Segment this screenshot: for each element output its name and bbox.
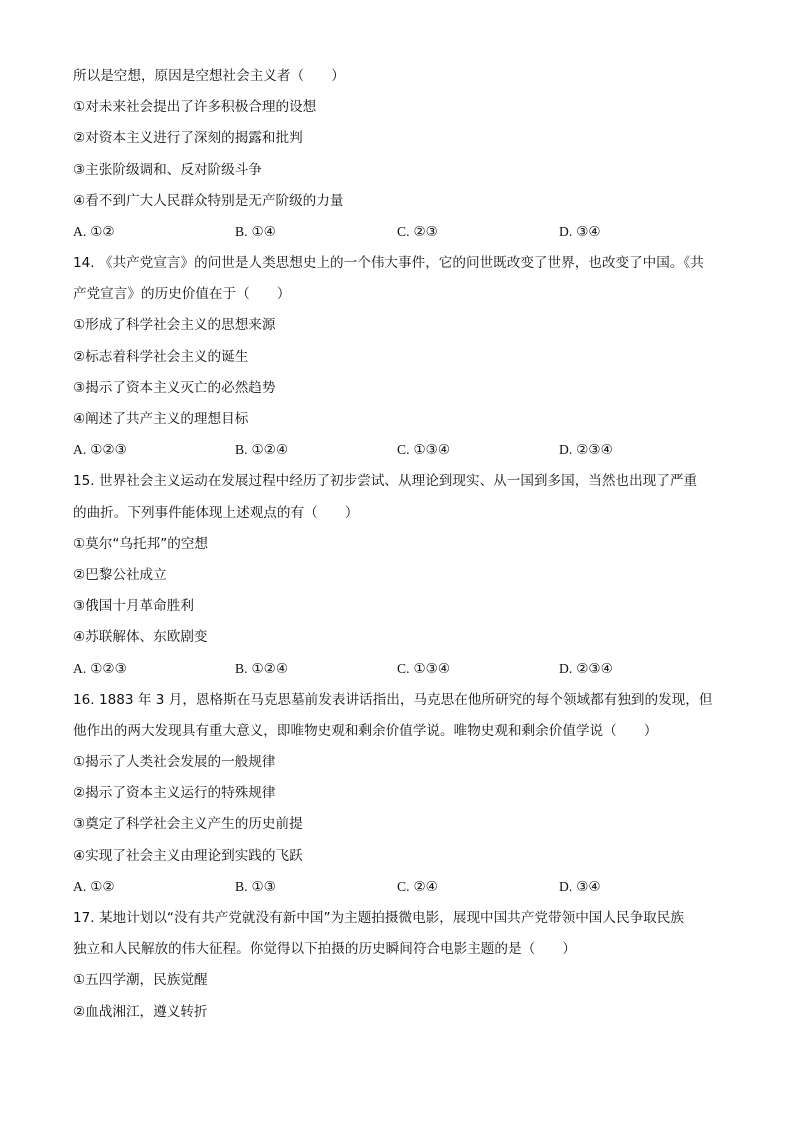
q15-option-c[interactable]: C. ①③④ — [397, 661, 451, 677]
q13-option-c[interactable]: C. ②③ — [397, 224, 438, 240]
q16-stem-line-2: 他作出的两大发现具有重大意义，即唯物史观和剩余价值学说。唯物史观和剩余价值学说（ ） — [73, 723, 658, 739]
q15-item-3: ③俄国十月革命胜利 — [73, 598, 194, 614]
q16-item-4: ④实现了社会主义由理论到实践的飞跃 — [73, 848, 303, 864]
q14-option-b[interactable]: B. ①②④ — [235, 442, 289, 458]
q16-options — [73, 878, 723, 896]
q13-option-b[interactable]: B. ①④ — [235, 224, 276, 240]
q16-option-c[interactable]: C. ②④ — [397, 879, 438, 895]
q14-option-a[interactable]: A. ①②③ — [73, 442, 127, 458]
q14-option-d[interactable]: D. ②③④ — [559, 442, 613, 458]
q16-item-2: ②揭示了资本主义运行的特殊规律 — [73, 785, 276, 801]
q15-options — [73, 660, 723, 678]
q14-option-c[interactable]: C. ①③④ — [397, 442, 451, 458]
q13-option-a[interactable]: A. ①② — [73, 224, 115, 240]
q16-item-1: ①揭示了人类社会发展的一般规律 — [73, 754, 276, 770]
q15-stem-line-2: 的曲折。下列事件能体现上述观点的有（ ） — [73, 505, 359, 521]
q13-options — [73, 223, 723, 241]
q13-item-4: ④看不到广大人民群众特别是无产阶级的力量 — [73, 193, 344, 209]
q17-item-1: ①五四学潮，民族觉醒 — [73, 972, 208, 988]
q13-item-2: ②对资本主义进行了深刻的揭露和批判 — [73, 130, 303, 146]
q15-option-b[interactable]: B. ①②④ — [235, 661, 289, 677]
q17-item-2: ②血战湘江，遵义转折 — [73, 1004, 208, 1020]
q13-option-d[interactable]: D. ③④ — [559, 224, 601, 240]
q15-stem-line-1: 15. 世界社会主义运动在发展过程中经历了初步尝试、从理论到现实、从一国到多国，当然也出现了严重 — [73, 473, 698, 489]
q16-option-b[interactable]: B. ①③ — [235, 879, 276, 895]
q15-item-1: ①莫尔“乌托邦”的空想 — [73, 536, 209, 552]
q16-item-3: ③奠定了科学社会主义产生的历史前提 — [73, 816, 303, 832]
q16-stem-line-1: 16. 1883 年 3 月，恩格斯在马克思墓前发表讲话指出，马克思在他所研究的每个领域都有独到的发现，但 — [73, 692, 713, 708]
q14-stem-line-1: 14. 《共产党宣言》的问世是人类思想史上的一个伟大事件，它的问世既改变了世界，也改变了中国。《共 — [73, 255, 704, 271]
q14-item-4: ④阐述了共产主义的理想目标 — [73, 411, 249, 427]
q13-item-1: ①对未来社会提出了许多积极合理的设想 — [73, 99, 317, 115]
q14-options — [73, 441, 723, 459]
q15-item-2: ②巴黎公社成立 — [73, 567, 167, 583]
q15-option-d[interactable]: D. ②③④ — [559, 661, 613, 677]
q16-option-a[interactable]: A. ①② — [73, 879, 115, 895]
q14-item-3: ③揭示了资本主义灭亡的必然趋势 — [73, 380, 276, 396]
q14-item-1: ①形成了科学社会主义的思想来源 — [73, 317, 276, 333]
q14-item-2: ②标志着科学社会主义的诞生 — [73, 349, 249, 365]
q15-option-a[interactable]: A. ①②③ — [73, 661, 127, 677]
q17-stem-line-1: 17. 某地计划以“没有共产党就没有新中国”为主题拍摄微电影，展现中国共产党带领中国人民争取民族 — [73, 910, 684, 926]
q14-stem-line-2: 产党宣言》的历史价值在于（ ） — [73, 286, 291, 302]
q15-item-4: ④苏联解体、东欧剧变 — [73, 629, 208, 645]
q13-item-3: ③主张阶级调和、反对阶级斗争 — [73, 162, 262, 178]
q16-option-d[interactable]: D. ③④ — [559, 879, 601, 895]
q13-stem-tail: 所以是空想，原因是空想社会主义者（ ） — [73, 68, 345, 84]
q17-stem-line-2: 独立和人民解放的伟大征程。你觉得以下拍摄的历史瞬间符合电影主题的是（ ） — [73, 941, 576, 957]
